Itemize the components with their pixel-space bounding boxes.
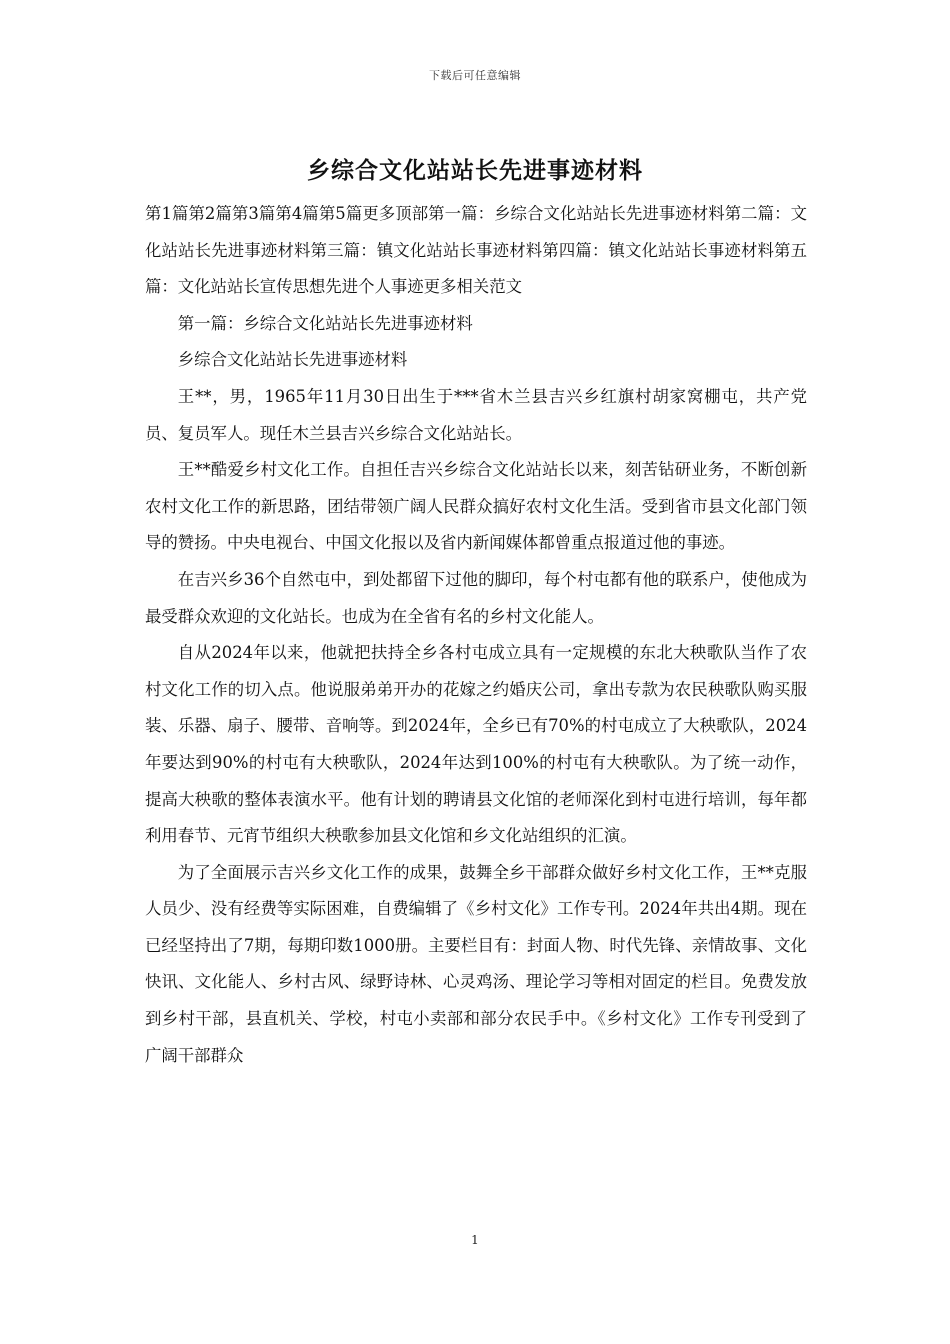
page-number: 1 xyxy=(471,1233,479,1247)
body-paragraph: 为了全面展示吉兴乡文化工作的成果，鼓舞全乡干部群众做好乡村文化工作，王**克服人员少、没有经费等实际困难，自费编辑了《乡村文化》工作专刊。2024年共出4期。现在已经坚持出了7期，每期印数1000册。主要栏目有：封面人物、时代先锋、亲情故事、文化快讯、文化能人、乡村古风、绿野诗林、心灵鸡汤、理论学习等相对固定的栏目。免费发放到乡村干部，县直机关、学校，村屯小卖部和部分农民手中。《乡村文化》工作专刊受到了广阔干部群众 xyxy=(145,862,807,1065)
document-body xyxy=(145,196,807,1074)
body-paragraph: 王**，男，1965年11月30日出生于***省木兰县吉兴乡红旗村胡家窝棚屯，共产党员、复员军人。现任木兰县吉兴乡综合文化站站长。 xyxy=(145,386,807,443)
table-of-contents: 第1篇第2篇第3篇第4篇第5篇更多顶部第一篇：乡综合文化站站长先进事迹材料第二篇：文化站站长先进事迹材料第三篇：镇文化站站长事迹材料第四篇：镇文化站站长事迹材料第五篇：文化站站长宣传思想先进个人事迹更多相关范文 xyxy=(145,204,807,297)
subsection-heading: 乡综合文化站站长先进事迹材料 xyxy=(177,350,408,370)
body-paragraph: 自从2024年以来，他就把扶持全乡各村屯成立具有一定规模的东北大秧歌队当作了农村文化工作的切入点。他说服弟弟开办的花嫁之约婚庆公司，拿出专款为农民秧歌队购买服装、乐器、扇子、腰带、音响等。到2024年，全乡已有70%的村屯成立了大秧歌队，2024年要达到90%的村屯有大秧歌队，2024年达到100%的村屯有大秧歌队。为了统一动作，提高大秧歌的整体表演水平。他有计划的聘请县文化馆的老师深化到村屯进行培训，每年都利用春节、元宵节组织大秧歌参加县文化馆和乡文化站组织的汇演。 xyxy=(145,643,807,846)
document-title: 乡综合文化站站长先进事迹材料 xyxy=(307,157,643,184)
section-heading: 第一篇：乡综合文化站站长先进事迹材料 xyxy=(177,313,473,333)
page-header-note: 下载后可任意编辑 xyxy=(429,69,521,82)
body-paragraph: 在吉兴乡36个自然屯中，到处都留下过他的脚印，每个村屯都有他的联系户，使他成为最受群众欢迎的文化站长。也成为在全省有名的乡村文化能人。 xyxy=(145,569,807,626)
body-paragraph: 王**酷爱乡村文化工作。自担任吉兴乡综合文化站站长以来，刻苦钻研业务，不断创新农村文化工作的新思路，团结带领广阔人民群众搞好农村文化生活。受到省市县文化部门领导的赞扬。中央电视台、中国文化报以及省内新闻媒体都曾重点报道过他的事迹。 xyxy=(145,460,807,553)
